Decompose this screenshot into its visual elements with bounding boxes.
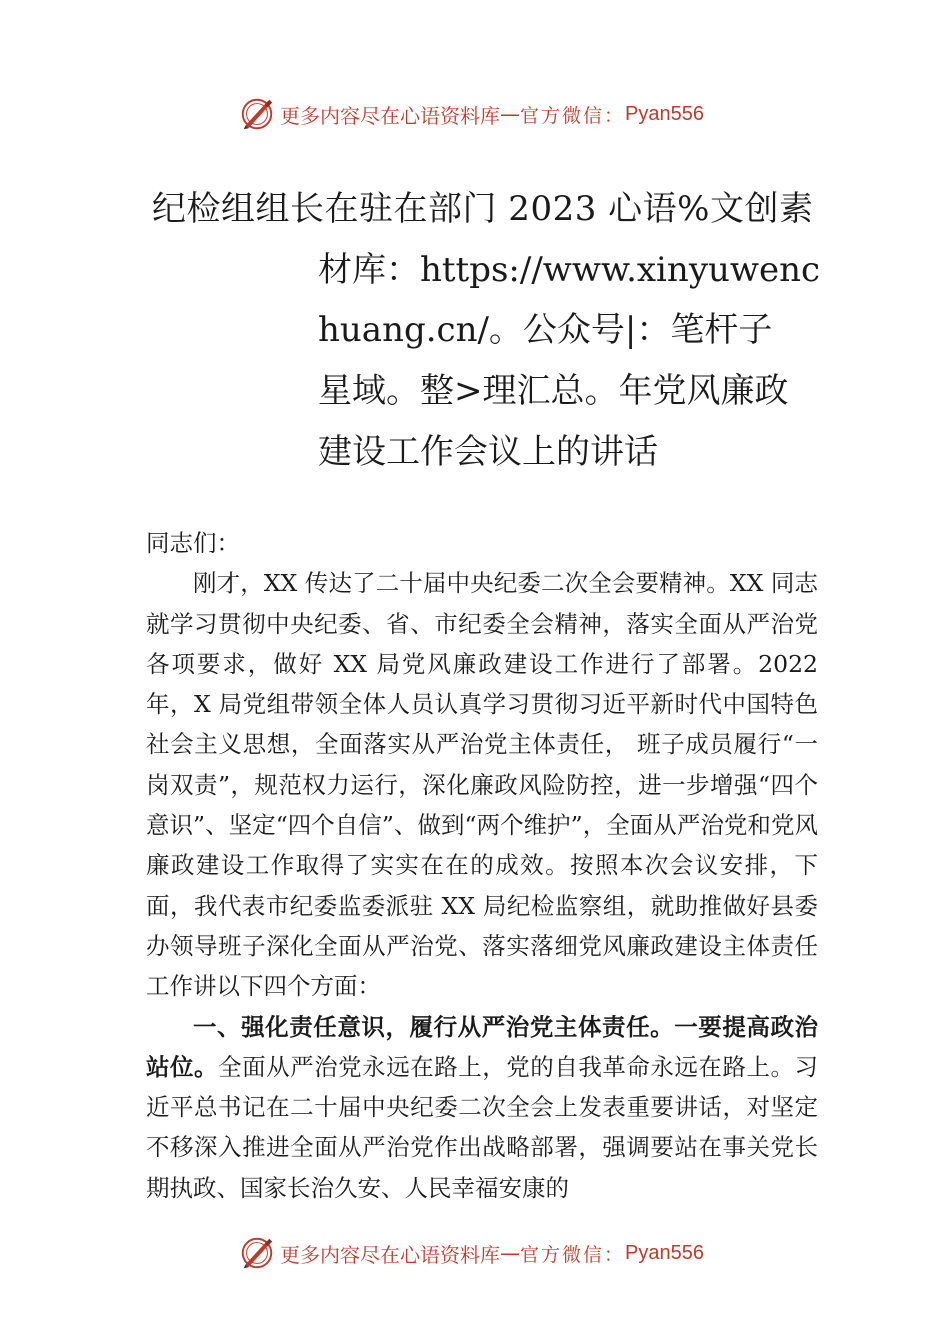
- document-title-line-3: huang.cn/。公众号|：笔杆子: [318, 310, 773, 350]
- banner-wechat-label: 官方微信：: [520, 1243, 626, 1266]
- pen-logo-icon: [238, 1234, 276, 1272]
- banner-wechat-id: Pyan556: [625, 102, 704, 125]
- banner-wechat-label: 官方微信：: [520, 104, 626, 127]
- footer-banner: [238, 1233, 704, 1273]
- paragraph-1: 刚才，XX 传达了二十届中央纪委二次全会要精神。XX 同志就学习贯彻中央纪委、省、市纪委全会精神，落实全面从严治党各项要求，做好 XX 局党风廉政建设工作进行了部署。2022 年，X 局党组带领全体人员认真学习贯彻习近平新时代中国特色社会主义思想，全面落实从严治党主体责任， 班子成员履行“一岗双责”，规范权力运行，深化廉政风险防控，进一步增强“四个意识”、坚定“四个自信”、做到“两个维护”，全面从严治党和党风廉政建设工作取得了实实在在的成效。按照本次会议安排，下面，我代表市纪委监委派驻 XX 局纪检监察组，就助推做好县委办领导班子深化全面从严治党、落实落细党风廉政建设主体责任工作讲以下四个方面：: [146, 569, 818, 1001]
- document-title-line-4: 星域。整>理汇总。年党风廉政: [318, 371, 789, 411]
- header-banner: [238, 94, 704, 134]
- pen-logo-icon: [238, 95, 276, 133]
- paragraph-2: [146, 1007, 818, 1208]
- document-title-line-5: 建设工作会议上的讲话: [318, 432, 658, 472]
- paragraph-2-text: 全面从严治党永远在路上，党的自我革命永远在路上。习近平总书记在二十届中央纪委二次全会上发表重要讲话，对坚定不移深入推进全面从严治党作出战略部署，强调要站在事关党长期执政、国家长治久安、人民幸福安康的: [146, 1052, 819, 1202]
- banner-text: 更多内容尽在心语资料库: [280, 103, 500, 128]
- banner-separator: —: [500, 1241, 520, 1265]
- document-body: [146, 523, 818, 1208]
- document-title-line-1: 纪检组组长在驻在部门 2023 心语%文创素: [152, 189, 814, 229]
- banner-wechat-id: Pyan556: [625, 1241, 704, 1264]
- salutation: 同志们：: [146, 529, 240, 557]
- banner-separator: —: [500, 102, 520, 126]
- section-heading: 一、强化责任意识，履行从严治党主体责任。一要提高政治站位。: [146, 1012, 818, 1081]
- document-title-line-2: 材库：https://www.xinyuwenc: [318, 250, 821, 290]
- banner-text: 更多内容尽在心语资料库: [280, 1242, 500, 1267]
